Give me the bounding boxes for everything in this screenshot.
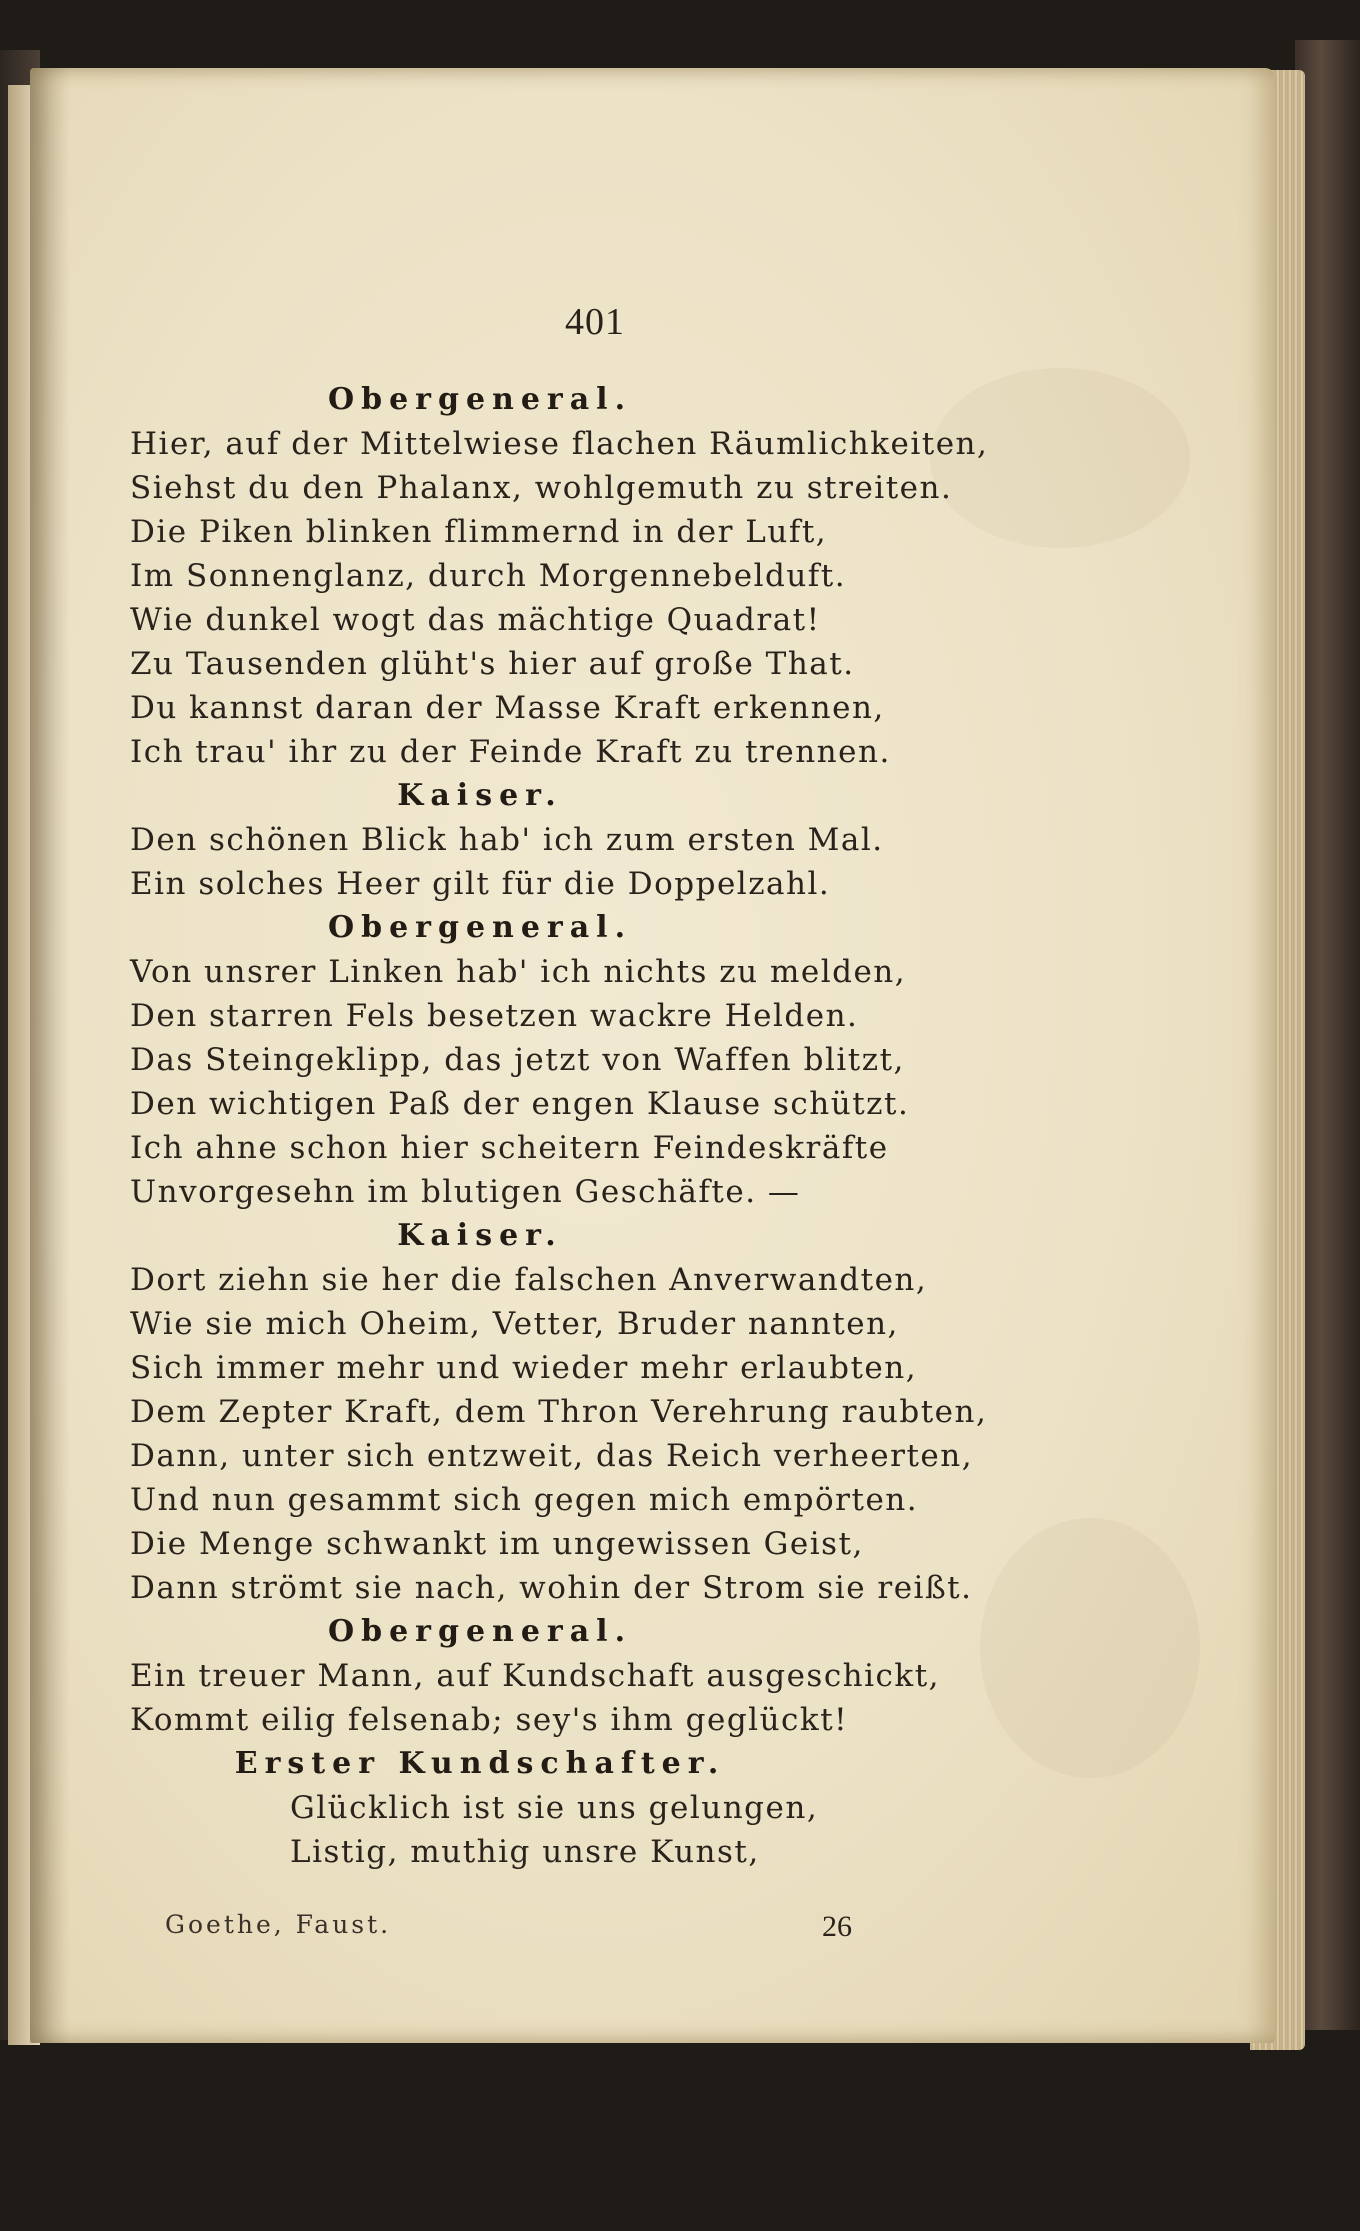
verse-line: Listig, muthig unsre Kunst, xyxy=(290,1834,760,1870)
verse-line: Ein solches Heer gilt für die Doppelzahl. xyxy=(130,866,831,902)
verse-line: Kommt eilig felsenab; sey's ihm geglückt! xyxy=(130,1702,849,1738)
verse-line: Die Piken blinken flimmernd in der Luft, xyxy=(130,514,828,550)
verse-line: Von unsrer Linken hab' ich nichts zu melden, xyxy=(130,954,907,990)
verse-line: Wie sie mich Oheim, Vetter, Bruder nannten, xyxy=(130,1306,899,1342)
gutter-shadow xyxy=(30,68,70,2043)
signature-mark: 26 xyxy=(822,1910,852,1943)
verse-line: Hier, auf der Mittelwiese flachen Räumlichkeiten, xyxy=(130,426,989,462)
speaker-heading: Erster Kundschafter. xyxy=(234,1746,726,1781)
verse-line: Ich trau' ihr zu der Feinde Kraft zu trennen. xyxy=(130,734,891,770)
verse-line: Zu Tausenden glüht's hier auf große That. xyxy=(130,646,855,682)
verse-line: Im Sonnenglanz, durch Morgennebelduft. xyxy=(130,558,847,594)
verse-line: Dort ziehn sie her die falschen Anverwandten, xyxy=(130,1262,928,1298)
verse-line: Sich immer mehr und wieder mehr erlaubten, xyxy=(130,1350,918,1386)
page-text xyxy=(130,378,1150,1874)
verse-line: Dann strömt sie nach, wohin der Strom sie reißt. xyxy=(130,1570,973,1606)
speaker-heading: Kaiser. xyxy=(397,778,563,813)
verse-line: Das Steingeklipp, das jetzt von Waffen blitzt, xyxy=(130,1042,905,1078)
speaker-heading: Obergeneral. xyxy=(327,910,633,945)
speaker-heading: Obergeneral. xyxy=(327,382,633,417)
verse-line: Ich ahne schon hier scheitern Feindeskräfte xyxy=(130,1130,889,1166)
verse-line: Den wichtigen Paß der engen Klause schützt. xyxy=(130,1086,910,1122)
signature-line: Goethe, Faust. xyxy=(165,1910,392,1939)
verse-line: Wie dunkel wogt das mächtige Quadrat! xyxy=(130,602,821,638)
verse-line: Glücklich ist sie uns gelungen, xyxy=(290,1790,819,1826)
verse-line: Die Menge schwankt im ungewissen Geist, xyxy=(130,1526,864,1562)
verse-line: Und nun gesammt sich gegen mich empörten. xyxy=(130,1482,919,1518)
speaker-heading: Obergeneral. xyxy=(327,1614,633,1649)
verse-line: Den schönen Blick hab' ich zum ersten Mal. xyxy=(130,822,884,858)
verse-line: Siehst du den Phalanx, wohlgemuth zu streiten. xyxy=(130,470,953,506)
page-number: 401 xyxy=(565,301,625,343)
verse-line: Du kannst daran der Masse Kraft erkennen, xyxy=(130,690,885,726)
verse-line: Den starren Fels besetzen wackre Helden. xyxy=(130,998,859,1034)
verse-line: Dem Zepter Kraft, dem Thron Verehrung raubten, xyxy=(130,1394,988,1430)
verse-line: Ein treuer Mann, auf Kundschaft ausgeschickt, xyxy=(130,1658,941,1694)
verse-line: Dann, unter sich entzweit, das Reich verheerten, xyxy=(130,1438,974,1474)
speaker-heading: Kaiser. xyxy=(397,1218,563,1253)
verse-line: Unvorgesehn im blutigen Geschäfte. — xyxy=(130,1174,801,1210)
